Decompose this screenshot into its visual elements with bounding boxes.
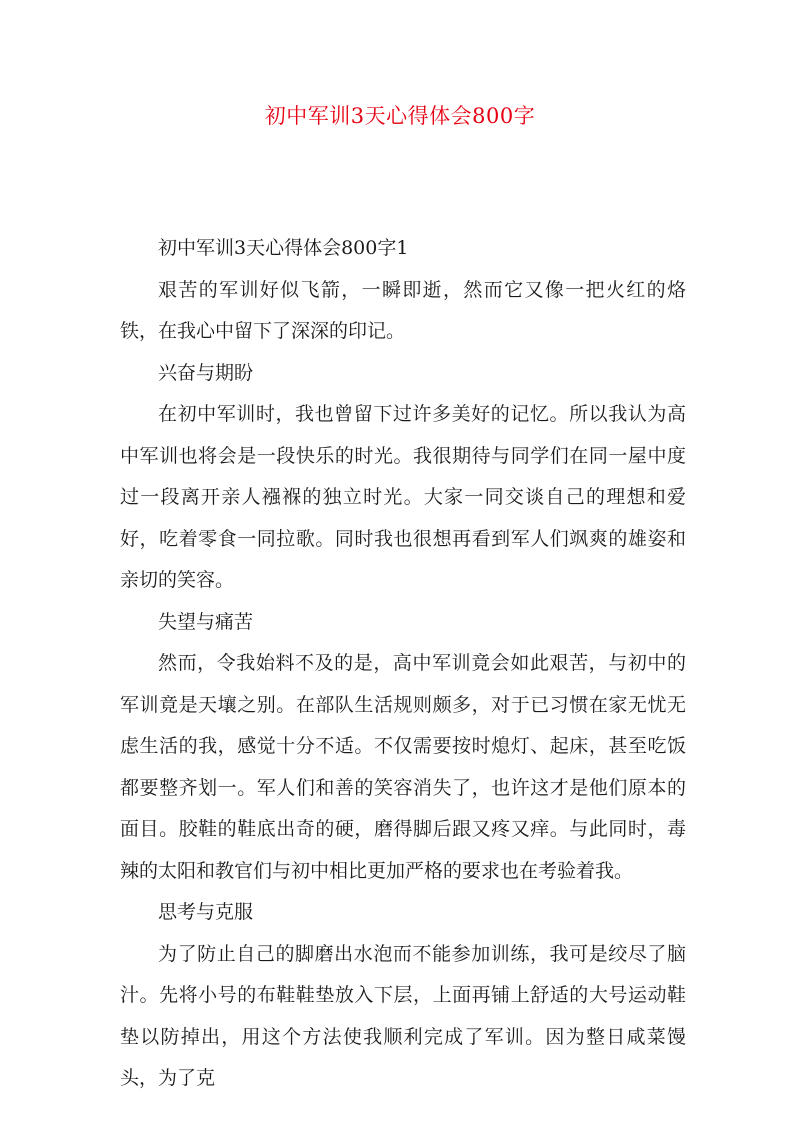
- paragraph: 艰苦的军训好似飞箭，一瞬即逝，然而它又像一把火红的烙铁，在我心中留下了深深的印记。: [120, 278, 686, 342]
- section-heading: 兴奋与期盼: [158, 361, 254, 384]
- paragraph: 为了防止自己的脚磨出水泡而不能参加训练，我可是绞尽了脑汁。先将小号的布鞋鞋垫放入下层，上面再铺上舒适的大号运动鞋垫以防掉出，用这个方法使我顺利完成了军训。因为整日咸菜馒头，为了克: [120, 942, 686, 1089]
- section-heading: 思考与克服: [158, 901, 254, 923]
- paragraph-subtitle: 初中军训3天心得体会800字1: [158, 237, 409, 259]
- section-heading: 失望与痛苦: [158, 610, 254, 633]
- paragraph: 然而，令我始料不及的是，高中军训竟会如此艰苦，与初中的军训竟是天壤之别。在部队生活规则颇多，对于已习惯在家无忧无虑生活的我，感觉十分不适。不仅需要按时熄灯、起床，甚至吃饭都要整齐划一。军人们和善的笑容消失了，也许这才是他们原本的面目。胶鞋的鞋底出奇的硬，磨得脚后跟又疼又痒。与此同时，毒辣的太阳和教官们与初中相比更加严格的要求也在考验着我。: [120, 652, 686, 882]
- paragraph: 在初中军训时，我也曾留下过许多美好的记忆。所以我认为高中军训也将会是一段快乐的时光。我很期待与同学们在同一屋中度过一段离开亲人襁褓的独立时光。大家一同交谈自己的理想和爱好，吃着零食一同拉歌。同时我也很想再看到军人们飒爽的雄姿和亲切的笑容。: [120, 403, 686, 591]
- document-title: 初中军训3天心得体会800字: [264, 104, 536, 128]
- document-body: [120, 228, 686, 1100]
